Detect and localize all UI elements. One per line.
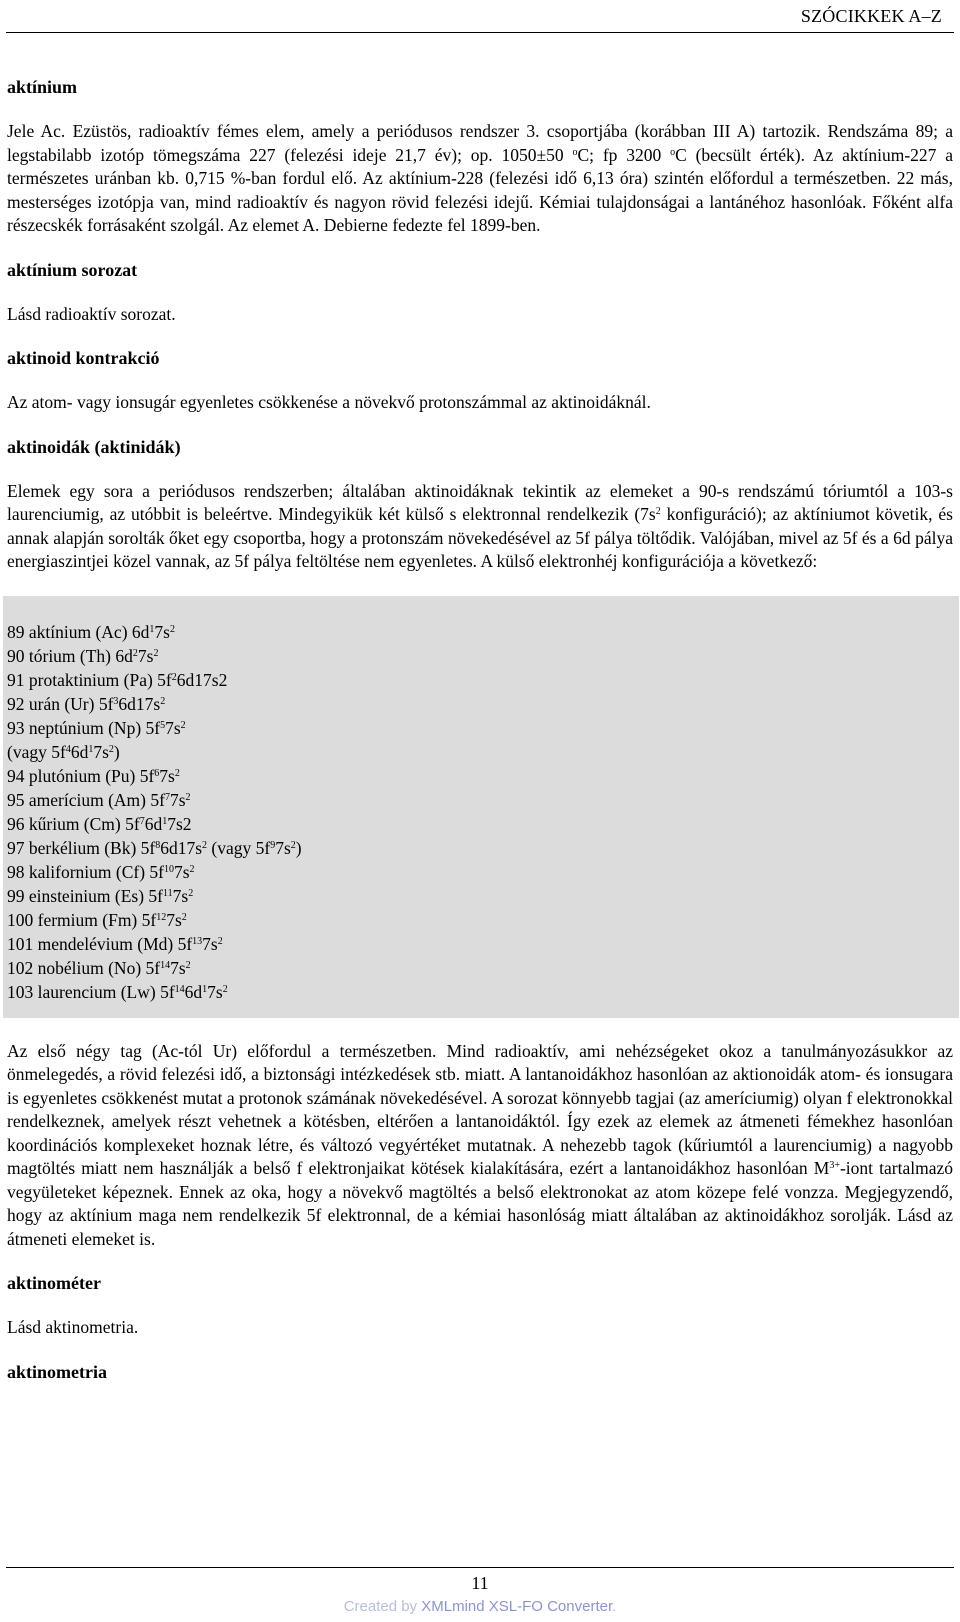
- converter-brand-link[interactable]: XMLmind XSL-FO Converter: [421, 1598, 613, 1615]
- superscript: 13: [192, 935, 203, 947]
- converter-prefix: Created by: [343, 1598, 422, 1615]
- superscript: 12: [156, 911, 167, 923]
- configuration-line: [7, 956, 959, 980]
- entry-body-aktinoidak-cont: [7, 1040, 953, 1252]
- configuration-line: [7, 860, 959, 884]
- converter-credit: [0, 1598, 960, 1615]
- superscript: 8: [155, 839, 161, 851]
- entry-body-aktinometer: Lásd aktinometria.: [7, 1317, 139, 1337]
- superscript: 6: [154, 767, 160, 779]
- configuration-text: 7s: [173, 861, 190, 882]
- configuration-text: ): [113, 741, 120, 762]
- superscript: 2: [189, 863, 195, 875]
- entry-text: C; fp 3200: [577, 144, 671, 165]
- superscript: 2: [153, 647, 159, 659]
- superscript: 2: [202, 839, 208, 851]
- configuration-text: 90 tórium (Th) 6d: [7, 645, 133, 666]
- entry-term-aktinium-sorozat: aktínium sorozat: [7, 259, 138, 280]
- entry-text: C (becsült érték). Az aktínium-227 a természetes uránban kb. 0,715 %-ban fordul elő. Az aktínium-228 (felezési idő 6,13 óra) szintén előfordul a természetben. 22 más, mesterséges izotópja van, mind radioaktív és nagyon rövid felezési idejű. Kémiai tulajdonságai a lantánéhoz hasonlóak. Főként alfa részecskék forrásaként szolgál. Az elemet A. Debierne fedezte fel 1899-ben.: [7, 144, 953, 235]
- degree-mark: o: [670, 146, 676, 158]
- configuration-line: [7, 908, 959, 932]
- configuration-text: 99 einsteinium (Es) 5f: [7, 885, 164, 906]
- configuration-text: 96 kűrium (Cm) 5f: [7, 813, 140, 834]
- entry-text: Elemek egy sora a periódusos rendszerben; általában aktinoidáknak tekintik az elemeket a 90-s rendszámú tóriumtól a 103-s laurenciumig, az utóbbit is beleértve. Mindegyikük két külső s elektronnal rendelkezik (7s: [7, 480, 953, 524]
- entry-term-aktinometer: aktinométer: [7, 1273, 101, 1293]
- superscript: 2: [222, 983, 228, 995]
- superscript: 14: [174, 983, 185, 995]
- configuration-line: [7, 932, 959, 956]
- superscript: 7: [164, 791, 170, 803]
- superscript: 2: [185, 959, 191, 971]
- configuration-text: (vagy 5f: [7, 741, 66, 762]
- configuration-text: 91 protaktinium (Pa) 5f: [7, 669, 172, 690]
- configuration-text: 103 laurencium (Lw) 5f: [7, 981, 175, 1002]
- superscript: 3: [113, 695, 119, 707]
- configuration-text: 7s: [154, 621, 170, 642]
- configuration-text: 7s: [172, 885, 189, 906]
- entry-text: konfiguráció); az aktíniumot követik, és annak alapján sorolták őket egy csoportba, hogy a protonszám növekedésével az 5f pálya töltődik. Valójában, mivel az 5f és a 6d pálya energiaszintjei közel vannak, az 5f pálya feltöltése nem egyenletes. A külső elektronhéj konfigurációja a következő:: [7, 504, 953, 571]
- configuration-text: 102 nobélium (No) 5f: [7, 957, 161, 978]
- configuration-text: 92 urán (Ur) 5f: [7, 693, 114, 714]
- configuration-text: 6d: [70, 741, 89, 762]
- dictionary-content: [7, 76, 953, 1383]
- configuration-line: [7, 740, 959, 764]
- entry-term-aktinometria: aktinometria: [7, 1361, 107, 1382]
- footer-rule: [6, 1567, 954, 1568]
- configuration-line: [7, 980, 959, 1004]
- superscript: 1: [88, 743, 94, 755]
- configuration-text: 7s: [169, 789, 186, 810]
- entry-text: -iont tartalmazó vegyületeket képeznek. Ennek az oka, hogy a növekvő magtöltés a belső elektronokat az atom közepe felé vonzza. Megjegyzendő, hogy az aktínium maga nem rendelkezik 5f elektronnal, de a kémiai hasonlóság miatt általában az aktinoidákhoz sorolják. Lásd az átmeneti elemeket is.: [7, 1158, 954, 1249]
- configuration-text: (vagy 5f: [207, 837, 271, 858]
- superscript: 2: [169, 623, 175, 635]
- configuration-text: 6d: [184, 981, 203, 1002]
- page-header: [0, 0, 960, 32]
- superscript: 2: [655, 506, 661, 517]
- configuration-text: ): [295, 837, 302, 858]
- superscript: 1: [149, 623, 155, 635]
- configuration-text: 7s: [165, 717, 181, 738]
- superscript: 1: [162, 815, 168, 827]
- configuration-text: 93 neptúnium (Np) 5f: [7, 717, 161, 738]
- superscript: 2: [181, 911, 187, 923]
- configuration-text: 89 aktínium (Ac) 6d: [7, 621, 150, 642]
- superscript: 2: [108, 743, 114, 755]
- configuration-line: [7, 692, 959, 716]
- configuration-line: [7, 620, 959, 644]
- superscript: 3+: [829, 1160, 840, 1171]
- superscript: 2: [185, 791, 191, 803]
- entry-term-aktinium: aktínium: [7, 77, 78, 97]
- superscript: 1: [202, 983, 208, 995]
- configuration-line: [7, 668, 959, 692]
- configuration-text: 7s: [166, 909, 182, 930]
- superscript: 5: [160, 719, 166, 731]
- configuration-text: 97 berkélium (Bk) 5f: [7, 837, 156, 858]
- configuration-text: 94 plutónium (Pu) 5f: [7, 765, 155, 786]
- configuration-text: 7s: [93, 741, 109, 762]
- configuration-line: [7, 764, 959, 788]
- configuration-text: 7s: [207, 981, 223, 1002]
- configuration-text: 7s: [159, 765, 175, 786]
- configuration-text: 100 fermium (Fm) 5f: [7, 909, 157, 930]
- configuration-line: [7, 884, 959, 908]
- page-number: 11: [471, 1573, 489, 1593]
- superscript: 2: [180, 719, 186, 731]
- configuration-text: 98 kalifornium (Cf) 5f: [7, 861, 164, 882]
- configuration-text: 101 mendelévium (Md) 5f: [7, 933, 193, 954]
- configuration-text: 6d: [144, 813, 163, 834]
- configuration-line: [7, 812, 959, 836]
- superscript: 2: [188, 887, 194, 899]
- superscript: 2: [217, 935, 223, 947]
- configuration-text: 6d17s: [160, 837, 203, 858]
- configuration-line: [7, 644, 959, 668]
- converter-suffix: .: [612, 1598, 617, 1615]
- superscript: 2: [174, 767, 180, 779]
- header-rule: [6, 32, 954, 33]
- entry-body-aktinium-sorozat: Lásd radioaktív sorozat.: [7, 303, 176, 324]
- configuration-text: 7s: [202, 933, 218, 954]
- superscript: 7: [139, 815, 145, 827]
- superscript: 14: [160, 959, 171, 971]
- entry-body-aktinoidak: [7, 480, 953, 574]
- configuration-text: 95 amerícium (Am) 5f: [7, 789, 165, 810]
- superscript: 2: [290, 839, 296, 851]
- electron-configuration-box: [3, 596, 959, 1018]
- configuration-text: 7s2: [167, 813, 192, 834]
- entry-text: Jele Ac. Ezüstös, radioaktív fémes elem, amely a periódusos rendszer 3. csoportjába (korábban III A) tartozik. Rendszáma 89; a legstabilabb izotóp tömegszáma 227 (felezési ideje 21,7 év); op. 1050±50: [7, 121, 953, 165]
- entry-body-aktinoid-kontrakcio: Az atom- vagy ionsugár egyenletes csökkenése a növekvő protonszámmal az aktinoidáknál.: [7, 392, 651, 412]
- configuration-text: 7s: [170, 957, 186, 978]
- configuration-text: 7s: [275, 837, 291, 858]
- configuration-line: [7, 788, 959, 812]
- superscript: 4: [65, 743, 71, 755]
- configuration-line: [7, 716, 959, 740]
- superscript: 2: [160, 695, 166, 707]
- superscript: 10: [163, 863, 174, 875]
- degree-mark: o: [572, 146, 578, 158]
- entry-term-aktinoid-kontrakcio: aktinoid kontrakció: [7, 348, 160, 368]
- configuration-line: [7, 836, 959, 860]
- configuration-text: 6d17s2: [176, 669, 228, 690]
- superscript: 9: [270, 839, 276, 851]
- superscript: 11: [163, 887, 173, 899]
- entry-body-aktinium: [7, 120, 953, 238]
- configuration-text: 6d17s: [118, 693, 161, 714]
- entry-text: Az első négy tag (Ac-tól Ur) előfordul a természetben. Mind radioaktív, ami nehézségeket okoz a tanulmányozásukkor az önmelegedés, a rövid felezési idő, a biztonsági intézkedések stb. miatt. A lantanoidákhoz hasonlóan az aktionoidák atom- és ionsugara is egyenletes csökkenést mutat a protonok számának növekedésével. A sorozat könnyebb tagjai (az ameríciumig) olyan f elektronokkal rendelkeznek, amelyek részt vehetnek a kötésben, eltérően a lantanoidáktól. Így ezek az elemek az átmeneti fémekhez hasonlóan koordinációs komplexeket hoznak létre, és változó vegyértéket mutatnak. A nehezebb tagok (kűriumtól a laurenciumig) a nagyobb magtöltés miatt nem használják a belső f elektronjaikat kötések kialakítására, ezért a lantanoidákhoz hasonlóan M: [7, 1040, 953, 1178]
- superscript: 2: [171, 671, 177, 683]
- entry-term-aktinoidak: aktinoidák (aktinidák): [7, 436, 181, 457]
- superscript: 2: [132, 647, 138, 659]
- running-header-title: SZÓCIKKEK A–Z: [800, 6, 942, 26]
- configuration-text: 7s: [137, 645, 154, 666]
